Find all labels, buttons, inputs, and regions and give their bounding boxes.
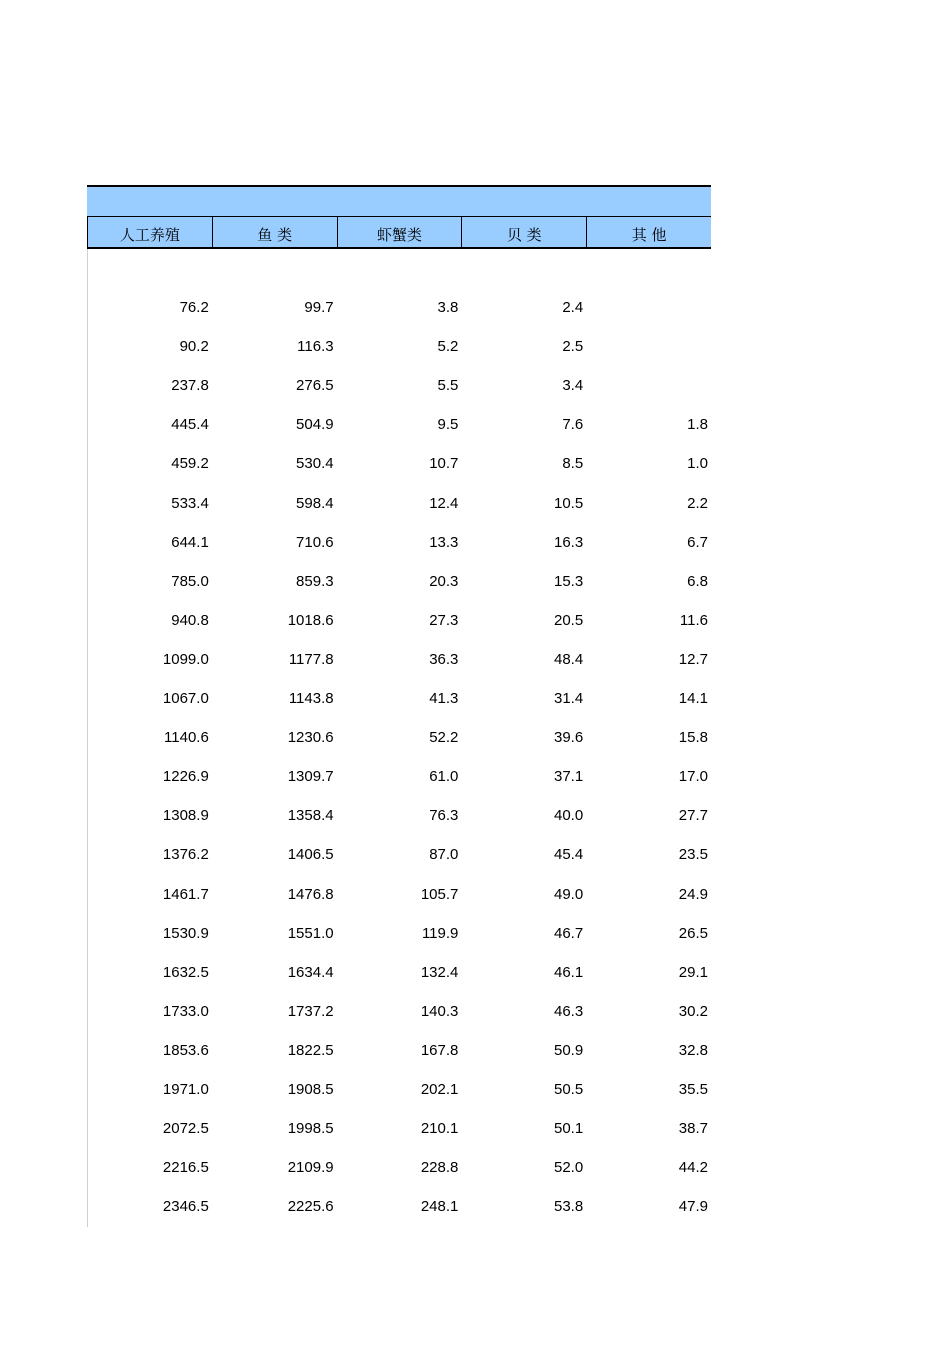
table-cell-col-other: 6.7 xyxy=(687,533,708,551)
table-row xyxy=(88,689,712,709)
table-cell-col-other: 14.1 xyxy=(678,690,708,707)
table-cell-col-fish: 1634.4 xyxy=(287,963,334,981)
table-cell-col-artificial-breeding: 459.2 xyxy=(171,455,209,473)
table-cell-col-artificial-breeding: 644.1 xyxy=(171,533,209,551)
table-title-band xyxy=(87,185,711,217)
table-cell-col-shrimp-crab: 12.4 xyxy=(429,494,459,512)
table-cell-col-fish: 1406.5 xyxy=(287,846,334,864)
table-cell-col-artificial-breeding: 1099.0 xyxy=(162,650,209,668)
table-cell-col-artificial-breeding: 1971.0 xyxy=(162,1081,209,1098)
table-cell-col-shrimp-crab: 61.0 xyxy=(429,768,459,786)
table-cell-col-other: 29.1 xyxy=(678,963,708,981)
table-cell-col-shrimp-crab: 167.8 xyxy=(420,1041,459,1059)
table-cell-col-fish: 504.9 xyxy=(296,416,334,434)
table-cell-col-other: 35.5 xyxy=(678,1081,708,1098)
table-row xyxy=(88,376,712,396)
table-cell-col-fish: 598.4 xyxy=(296,494,334,512)
table-row xyxy=(88,494,712,514)
table-body xyxy=(87,249,711,1227)
table-cell-col-artificial-breeding: 76.2 xyxy=(179,299,209,316)
table-cell-col-shrimp-crab: 228.8 xyxy=(420,1159,459,1177)
table-cell-col-artificial-breeding: 1376.2 xyxy=(162,846,209,864)
table-cell-col-shellfish: 50.5 xyxy=(553,1081,584,1098)
table-row xyxy=(88,1119,712,1139)
table-cell-col-other: 12.7 xyxy=(678,650,708,668)
table-cell-col-other: 24.9 xyxy=(678,885,708,903)
table-cell-col-other: 11.6 xyxy=(679,611,708,629)
table-cell-col-artificial-breeding: 1226.9 xyxy=(162,768,209,786)
table-row xyxy=(88,650,712,670)
table-cell-col-shellfish: 48.4 xyxy=(553,650,584,668)
table-cell-col-shellfish: 2.5 xyxy=(562,338,584,356)
table-cell-col-fish: 116.3 xyxy=(297,338,334,356)
table-cell-col-shrimp-crab: 87.0 xyxy=(429,846,459,864)
table-cell-col-artificial-breeding: 2346.5 xyxy=(162,1198,209,1216)
table-cell-col-other xyxy=(587,298,712,318)
table-cell-col-other: 38.7 xyxy=(678,1120,708,1138)
table-cell-col-shellfish: 53.8 xyxy=(553,1198,584,1216)
table-cell-col-fish: 530.4 xyxy=(296,455,334,473)
table-row xyxy=(88,845,712,865)
table-row xyxy=(88,728,712,748)
table-cell-col-shellfish: 16.3 xyxy=(553,533,584,551)
table-cell-col-fish: 710.6 xyxy=(296,533,334,551)
table-cell-col-shellfish: 39.6 xyxy=(553,729,584,747)
table-row xyxy=(88,337,712,357)
table-cell-col-shellfish: 10.5 xyxy=(553,494,584,512)
table-cell-col-fish: 1822.5 xyxy=(287,1041,334,1059)
table-row xyxy=(88,1158,712,1178)
table-cell-col-shrimp-crab: 3.8 xyxy=(437,299,459,316)
table-header-row xyxy=(87,217,711,249)
table-cell-col-shrimp-crab: 41.3 xyxy=(429,690,459,707)
table-cell-col-shrimp-crab: 13.3 xyxy=(429,533,459,551)
table-cell-col-shellfish: 45.4 xyxy=(553,846,584,864)
table-cell-col-other: 2.2 xyxy=(687,494,708,512)
table-cell-col-other: 30.2 xyxy=(678,1002,708,1020)
table-cell-col-shrimp-crab: 202.1 xyxy=(420,1081,459,1098)
table-cell-col-shellfish: 46.3 xyxy=(553,1002,584,1020)
table-cell-col-artificial-breeding: 785.0 xyxy=(171,572,209,590)
table-cell-col-other: 44.2 xyxy=(678,1159,708,1177)
table-cell-col-other: 1.8 xyxy=(687,416,708,434)
table-cell-col-fish: 859.3 xyxy=(296,572,334,590)
table-cell-col-artificial-breeding: 940.8 xyxy=(171,611,209,629)
table-cell-col-shellfish: 46.1 xyxy=(553,963,584,981)
table-cell-col-fish: 1737.2 xyxy=(287,1002,334,1020)
table-cell-col-shellfish: 20.5 xyxy=(553,611,584,629)
table-cell-col-other: 1.0 xyxy=(687,455,708,473)
table-cell-col-fish: 1998.5 xyxy=(287,1120,334,1138)
table-cell-col-shrimp-crab: 248.1 xyxy=(420,1198,459,1216)
table-row xyxy=(88,533,712,553)
table-cell-col-fish: 1358.4 xyxy=(287,807,334,825)
table-cell-col-artificial-breeding: 1632.5 xyxy=(162,963,209,981)
table-row xyxy=(88,1002,712,1022)
table-cell-col-shellfish: 3.4 xyxy=(562,377,584,395)
table-cell-col-shrimp-crab: 27.3 xyxy=(429,611,459,629)
table-cell-col-artificial-breeding: 1461.7 xyxy=(162,885,209,903)
table-row xyxy=(88,924,712,944)
table-cell-col-fish: 1476.8 xyxy=(287,885,334,903)
table-row xyxy=(88,298,712,318)
table-cell-col-shellfish: 52.0 xyxy=(553,1159,584,1177)
table-cell-col-other xyxy=(587,337,712,357)
header-artificial-breeding: 人工养殖 xyxy=(87,217,212,247)
table-row xyxy=(88,963,712,983)
table-cell-col-shellfish: 50.9 xyxy=(553,1041,584,1059)
table-row xyxy=(88,885,712,905)
table-cell-col-shellfish: 2.4 xyxy=(562,299,584,316)
table-cell-col-shrimp-crab: 20.3 xyxy=(429,572,459,590)
header-shellfish: 贝 类 xyxy=(461,217,586,247)
table-row xyxy=(88,1080,712,1100)
table-cell-col-other: 17.0 xyxy=(678,768,708,786)
table-cell-col-shrimp-crab: 140.3 xyxy=(420,1002,459,1020)
table-cell-col-fish: 276.5 xyxy=(296,377,334,395)
table-cell-col-fish: 1908.5 xyxy=(287,1081,334,1098)
table-cell-col-shrimp-crab: 52.2 xyxy=(429,729,459,747)
table-cell-col-artificial-breeding: 1140.6 xyxy=(164,729,209,747)
table-cell-col-artificial-breeding: 90.2 xyxy=(179,338,209,356)
table-cell-col-artificial-breeding: 1530.9 xyxy=(162,924,209,942)
table-cell-col-shrimp-crab: 5.2 xyxy=(437,338,459,356)
table-cell-col-shrimp-crab: 10.7 xyxy=(429,455,459,473)
table-cell-col-shellfish: 49.0 xyxy=(553,885,584,903)
table-cell-col-other xyxy=(587,376,712,396)
table-cell-col-artificial-breeding: 533.4 xyxy=(171,494,209,512)
table-cell-col-other: 23.5 xyxy=(678,846,708,864)
table-row xyxy=(88,1041,712,1061)
table-cell-col-shellfish: 31.4 xyxy=(553,690,584,707)
table-cell-col-artificial-breeding: 1733.0 xyxy=(162,1002,209,1020)
table-cell-col-artificial-breeding: 2072.5 xyxy=(162,1120,209,1138)
table-cell-col-fish: 2225.6 xyxy=(287,1198,334,1216)
table-cell-col-artificial-breeding: 445.4 xyxy=(171,416,209,434)
table-row xyxy=(88,454,712,474)
table-cell-col-fish: 2109.9 xyxy=(287,1159,334,1177)
table-cell-col-other: 27.7 xyxy=(678,807,708,825)
table-cell-col-shrimp-crab: 119.9 xyxy=(421,924,459,942)
table-cell-col-shrimp-crab: 36.3 xyxy=(429,650,459,668)
spreadsheet-table xyxy=(87,185,711,1227)
table-row xyxy=(88,611,712,631)
table-cell-col-artificial-breeding: 1067.0 xyxy=(162,690,209,707)
table-cell-col-shrimp-crab: 210.1 xyxy=(420,1120,459,1138)
header-shrimp-crab: 虾蟹类 xyxy=(337,217,462,247)
table-cell-col-artificial-breeding: 1308.9 xyxy=(162,807,209,825)
table-cell-col-fish: 1143.8 xyxy=(288,690,334,707)
table-cell-col-other: 26.5 xyxy=(678,924,708,942)
table-row xyxy=(88,1197,712,1217)
header-other: 其 他 xyxy=(586,217,711,247)
table-cell-col-artificial-breeding: 237.8 xyxy=(171,377,209,395)
table-row xyxy=(88,415,712,435)
table-cell-col-fish: 1230.6 xyxy=(287,729,334,747)
table-cell-col-shrimp-crab: 132.4 xyxy=(420,963,459,981)
table-cell-col-shrimp-crab: 105.7 xyxy=(420,885,459,903)
table-cell-col-shellfish: 8.5 xyxy=(562,455,584,473)
table-cell-col-other: 32.8 xyxy=(678,1041,708,1059)
table-cell-col-other: 47.9 xyxy=(678,1198,708,1216)
table-cell-col-shrimp-crab: 76.3 xyxy=(429,807,459,825)
table-cell-col-shellfish: 15.3 xyxy=(553,572,584,590)
table-cell-col-shellfish: 46.7 xyxy=(553,924,584,942)
header-fish: 鱼 类 xyxy=(212,217,337,247)
table-cell-col-other: 6.8 xyxy=(687,572,708,590)
table-cell-col-shrimp-crab: 9.5 xyxy=(437,416,459,434)
table-cell-col-fish: 1309.7 xyxy=(287,768,334,786)
table-cell-col-artificial-breeding: 2216.5 xyxy=(162,1159,209,1177)
table-cell-col-shellfish: 37.1 xyxy=(553,768,584,786)
table-cell-col-shellfish: 50.1 xyxy=(553,1120,584,1138)
table-cell-col-fish: 1551.0 xyxy=(287,924,334,942)
table-cell-col-fish: 1018.6 xyxy=(287,611,334,629)
table-cell-col-other: 15.8 xyxy=(678,729,708,747)
table-cell-col-shrimp-crab: 5.5 xyxy=(437,377,459,395)
table-row xyxy=(88,767,712,787)
table-cell-col-fish: 1177.8 xyxy=(288,650,334,668)
table-row xyxy=(88,572,712,592)
table-cell-col-artificial-breeding: 1853.6 xyxy=(162,1041,209,1059)
table-row xyxy=(88,806,712,826)
table-cell-col-fish: 99.7 xyxy=(304,299,334,316)
table-cell-col-shellfish: 7.6 xyxy=(562,416,584,434)
table-cell-col-shellfish: 40.0 xyxy=(553,807,584,825)
